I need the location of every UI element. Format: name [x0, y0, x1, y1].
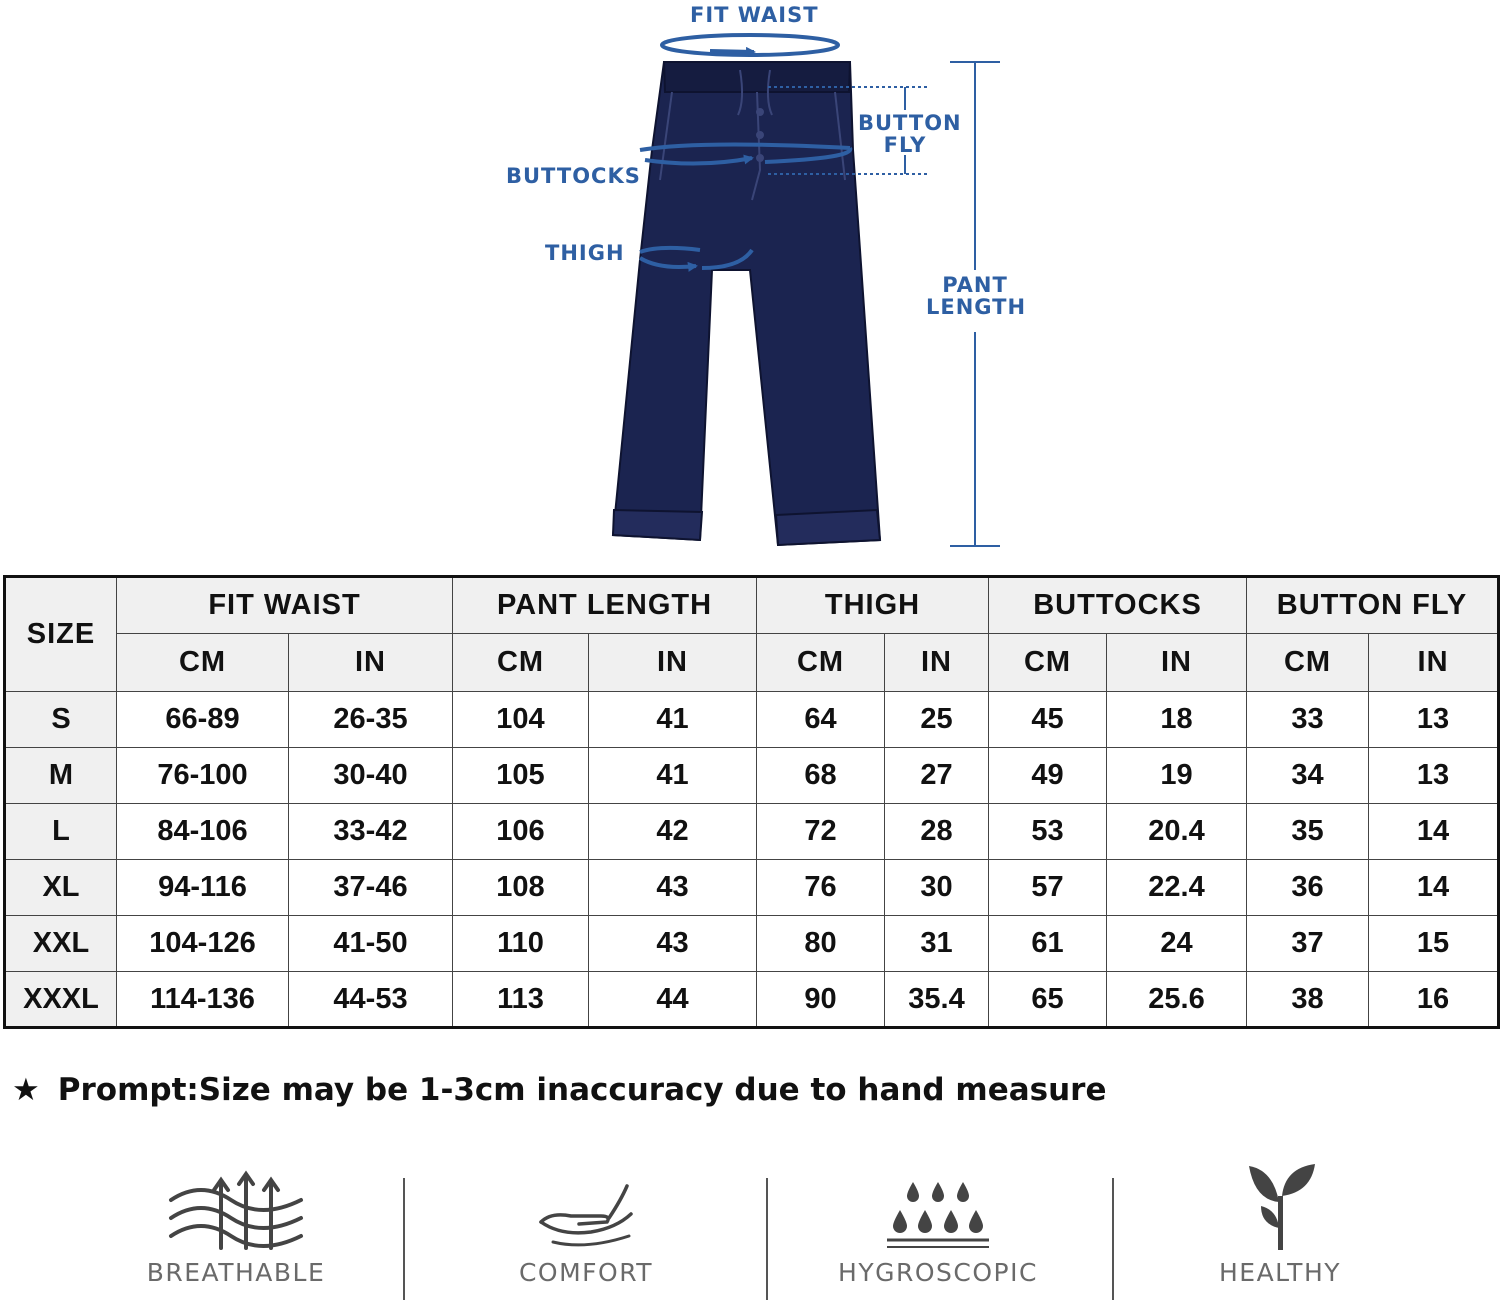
- size-cell: M: [5, 748, 117, 804]
- table-cell: 24: [1107, 916, 1247, 972]
- size-header: SIZE: [5, 577, 117, 692]
- table-cell: 38: [1247, 972, 1369, 1028]
- table-cell: 43: [589, 860, 757, 916]
- unit-header: IN: [289, 634, 453, 692]
- button-fly-label-line2: FLY: [883, 133, 927, 157]
- feature-healthy: [1150, 1150, 1410, 1302]
- divider: [1112, 1178, 1114, 1300]
- table-row: [5, 692, 1499, 748]
- measurement-note: [12, 1072, 1107, 1108]
- table-cell: 106: [453, 804, 589, 860]
- unit-header: CM: [757, 634, 885, 692]
- table-cell: 114-136: [117, 972, 289, 1028]
- group-header-thigh: THIGH: [757, 577, 989, 634]
- group-header-fit-waist: FIT WAIST: [117, 577, 453, 634]
- table-cell: 31: [885, 916, 989, 972]
- table-cell: 30: [885, 860, 989, 916]
- size-cell: XXXL: [5, 972, 117, 1028]
- table-cell: 20.4: [1107, 804, 1247, 860]
- table-cell: 41: [589, 692, 757, 748]
- feature-breathable: [106, 1150, 366, 1302]
- divider: [403, 1178, 405, 1300]
- pant-length-label-line1: PANT: [942, 273, 1008, 297]
- table-cell: 80: [757, 916, 885, 972]
- group-header-buttocks: BUTTOCKS: [989, 577, 1247, 634]
- table-cell: 13: [1369, 748, 1499, 804]
- unit-header: CM: [1247, 634, 1369, 692]
- feature-label: HYGROSCOPIC: [838, 1258, 1038, 1287]
- table-cell: 110: [453, 916, 589, 972]
- table-cell: 35.4: [885, 972, 989, 1028]
- table-cell: 14: [1369, 804, 1499, 860]
- feature-icons-row: [0, 1150, 1500, 1302]
- feature-comfort: [456, 1150, 716, 1302]
- table-cell: 42: [589, 804, 757, 860]
- water-drops-icon: [883, 1170, 993, 1250]
- group-header-button-fly: BUTTON FLY: [1247, 577, 1499, 634]
- table-cell: 33: [1247, 692, 1369, 748]
- note-text: Prompt:Size may be 1-3cm inaccuracy due to hand measure: [57, 1072, 1107, 1108]
- table-cell: 22.4: [1107, 860, 1247, 916]
- table-cell: 104-126: [117, 916, 289, 972]
- table-cell: 113: [453, 972, 589, 1028]
- table-cell: 19: [1107, 748, 1247, 804]
- table-row: [5, 804, 1499, 860]
- table-row: [5, 916, 1499, 972]
- table-cell: 27: [885, 748, 989, 804]
- feature-label: HEALTHY: [1218, 1258, 1342, 1287]
- table-cell: 90: [757, 972, 885, 1028]
- table-cell: 43: [589, 916, 757, 972]
- table-cell: 66-89: [117, 692, 289, 748]
- comfort-hand-icon: [531, 1170, 641, 1250]
- table-cell: 41-50: [289, 916, 453, 972]
- table-cell: 28: [885, 804, 989, 860]
- table-cell: 44: [589, 972, 757, 1028]
- buttocks-label: BUTTOCKS: [506, 164, 641, 188]
- table-cell: 35: [1247, 804, 1369, 860]
- table-cell: 16: [1369, 972, 1499, 1028]
- table-cell: 30-40: [289, 748, 453, 804]
- breathable-icon: [161, 1170, 311, 1250]
- table-cell: 72: [757, 804, 885, 860]
- table-cell: 15: [1369, 916, 1499, 972]
- pant-length-label-line2: LENGTH: [926, 295, 1027, 319]
- table-cell: 57: [989, 860, 1107, 916]
- table-cell: 64: [757, 692, 885, 748]
- table-cell: 68: [757, 748, 885, 804]
- table-cell: 76-100: [117, 748, 289, 804]
- table-cell: 25.6: [1107, 972, 1247, 1028]
- table-cell: 41: [589, 748, 757, 804]
- unit-header: IN: [885, 634, 989, 692]
- feature-hygroscopic: [808, 1150, 1068, 1302]
- table-cell: 84-106: [117, 804, 289, 860]
- table-cell: 76: [757, 860, 885, 916]
- table-cell: 61: [989, 916, 1107, 972]
- table-cell: 25: [885, 692, 989, 748]
- table-cell: 36: [1247, 860, 1369, 916]
- table-cell: 44-53: [289, 972, 453, 1028]
- unit-header: IN: [589, 634, 757, 692]
- size-chart-table: [3, 575, 1500, 1029]
- table-cell: 37: [1247, 916, 1369, 972]
- table-cell: 105: [453, 748, 589, 804]
- unit-header: IN: [1369, 634, 1499, 692]
- group-header-pant-length: PANT LENGTH: [453, 577, 757, 634]
- star-icon: ★: [12, 1072, 40, 1108]
- table-cell: 65: [989, 972, 1107, 1028]
- table-row: [5, 748, 1499, 804]
- size-cell: XXL: [5, 916, 117, 972]
- fit-waist-label: FIT WAIST: [690, 3, 819, 27]
- button-fly-label: [858, 111, 962, 157]
- table-cell: 94-116: [117, 860, 289, 916]
- pant-length-label: [926, 273, 1027, 319]
- table-cell: 49: [989, 748, 1107, 804]
- table-cell: 33-42: [289, 804, 453, 860]
- table-cell: 13: [1369, 692, 1499, 748]
- feature-label: BREATHABLE: [146, 1258, 326, 1287]
- divider: [766, 1178, 768, 1300]
- table-cell: 104: [453, 692, 589, 748]
- table-cell: 26-35: [289, 692, 453, 748]
- size-cell: L: [5, 804, 117, 860]
- size-cell: S: [5, 692, 117, 748]
- button-fly-label-line1: BUTTON: [858, 111, 962, 135]
- table-cell: 18: [1107, 692, 1247, 748]
- pants-measurement-diagram: [0, 0, 1500, 560]
- pants-illustration: [0, 0, 1500, 560]
- size-cell: XL: [5, 860, 117, 916]
- table-cell: 108: [453, 860, 589, 916]
- table-row: [5, 972, 1499, 1028]
- table-cell: 37-46: [289, 860, 453, 916]
- table-cell: 34: [1247, 748, 1369, 804]
- thigh-label: THIGH: [545, 241, 625, 265]
- unit-header: IN: [1107, 634, 1247, 692]
- feature-label: COMFORT: [518, 1258, 654, 1287]
- unit-header: CM: [989, 634, 1107, 692]
- fit-waist-arrow: [662, 35, 838, 55]
- plant-sprout-icon: [1235, 1162, 1325, 1252]
- table-row: [5, 860, 1499, 916]
- unit-header: CM: [117, 634, 289, 692]
- table-cell: 45: [989, 692, 1107, 748]
- table-cell: 14: [1369, 860, 1499, 916]
- table-cell: 53: [989, 804, 1107, 860]
- unit-header: CM: [453, 634, 589, 692]
